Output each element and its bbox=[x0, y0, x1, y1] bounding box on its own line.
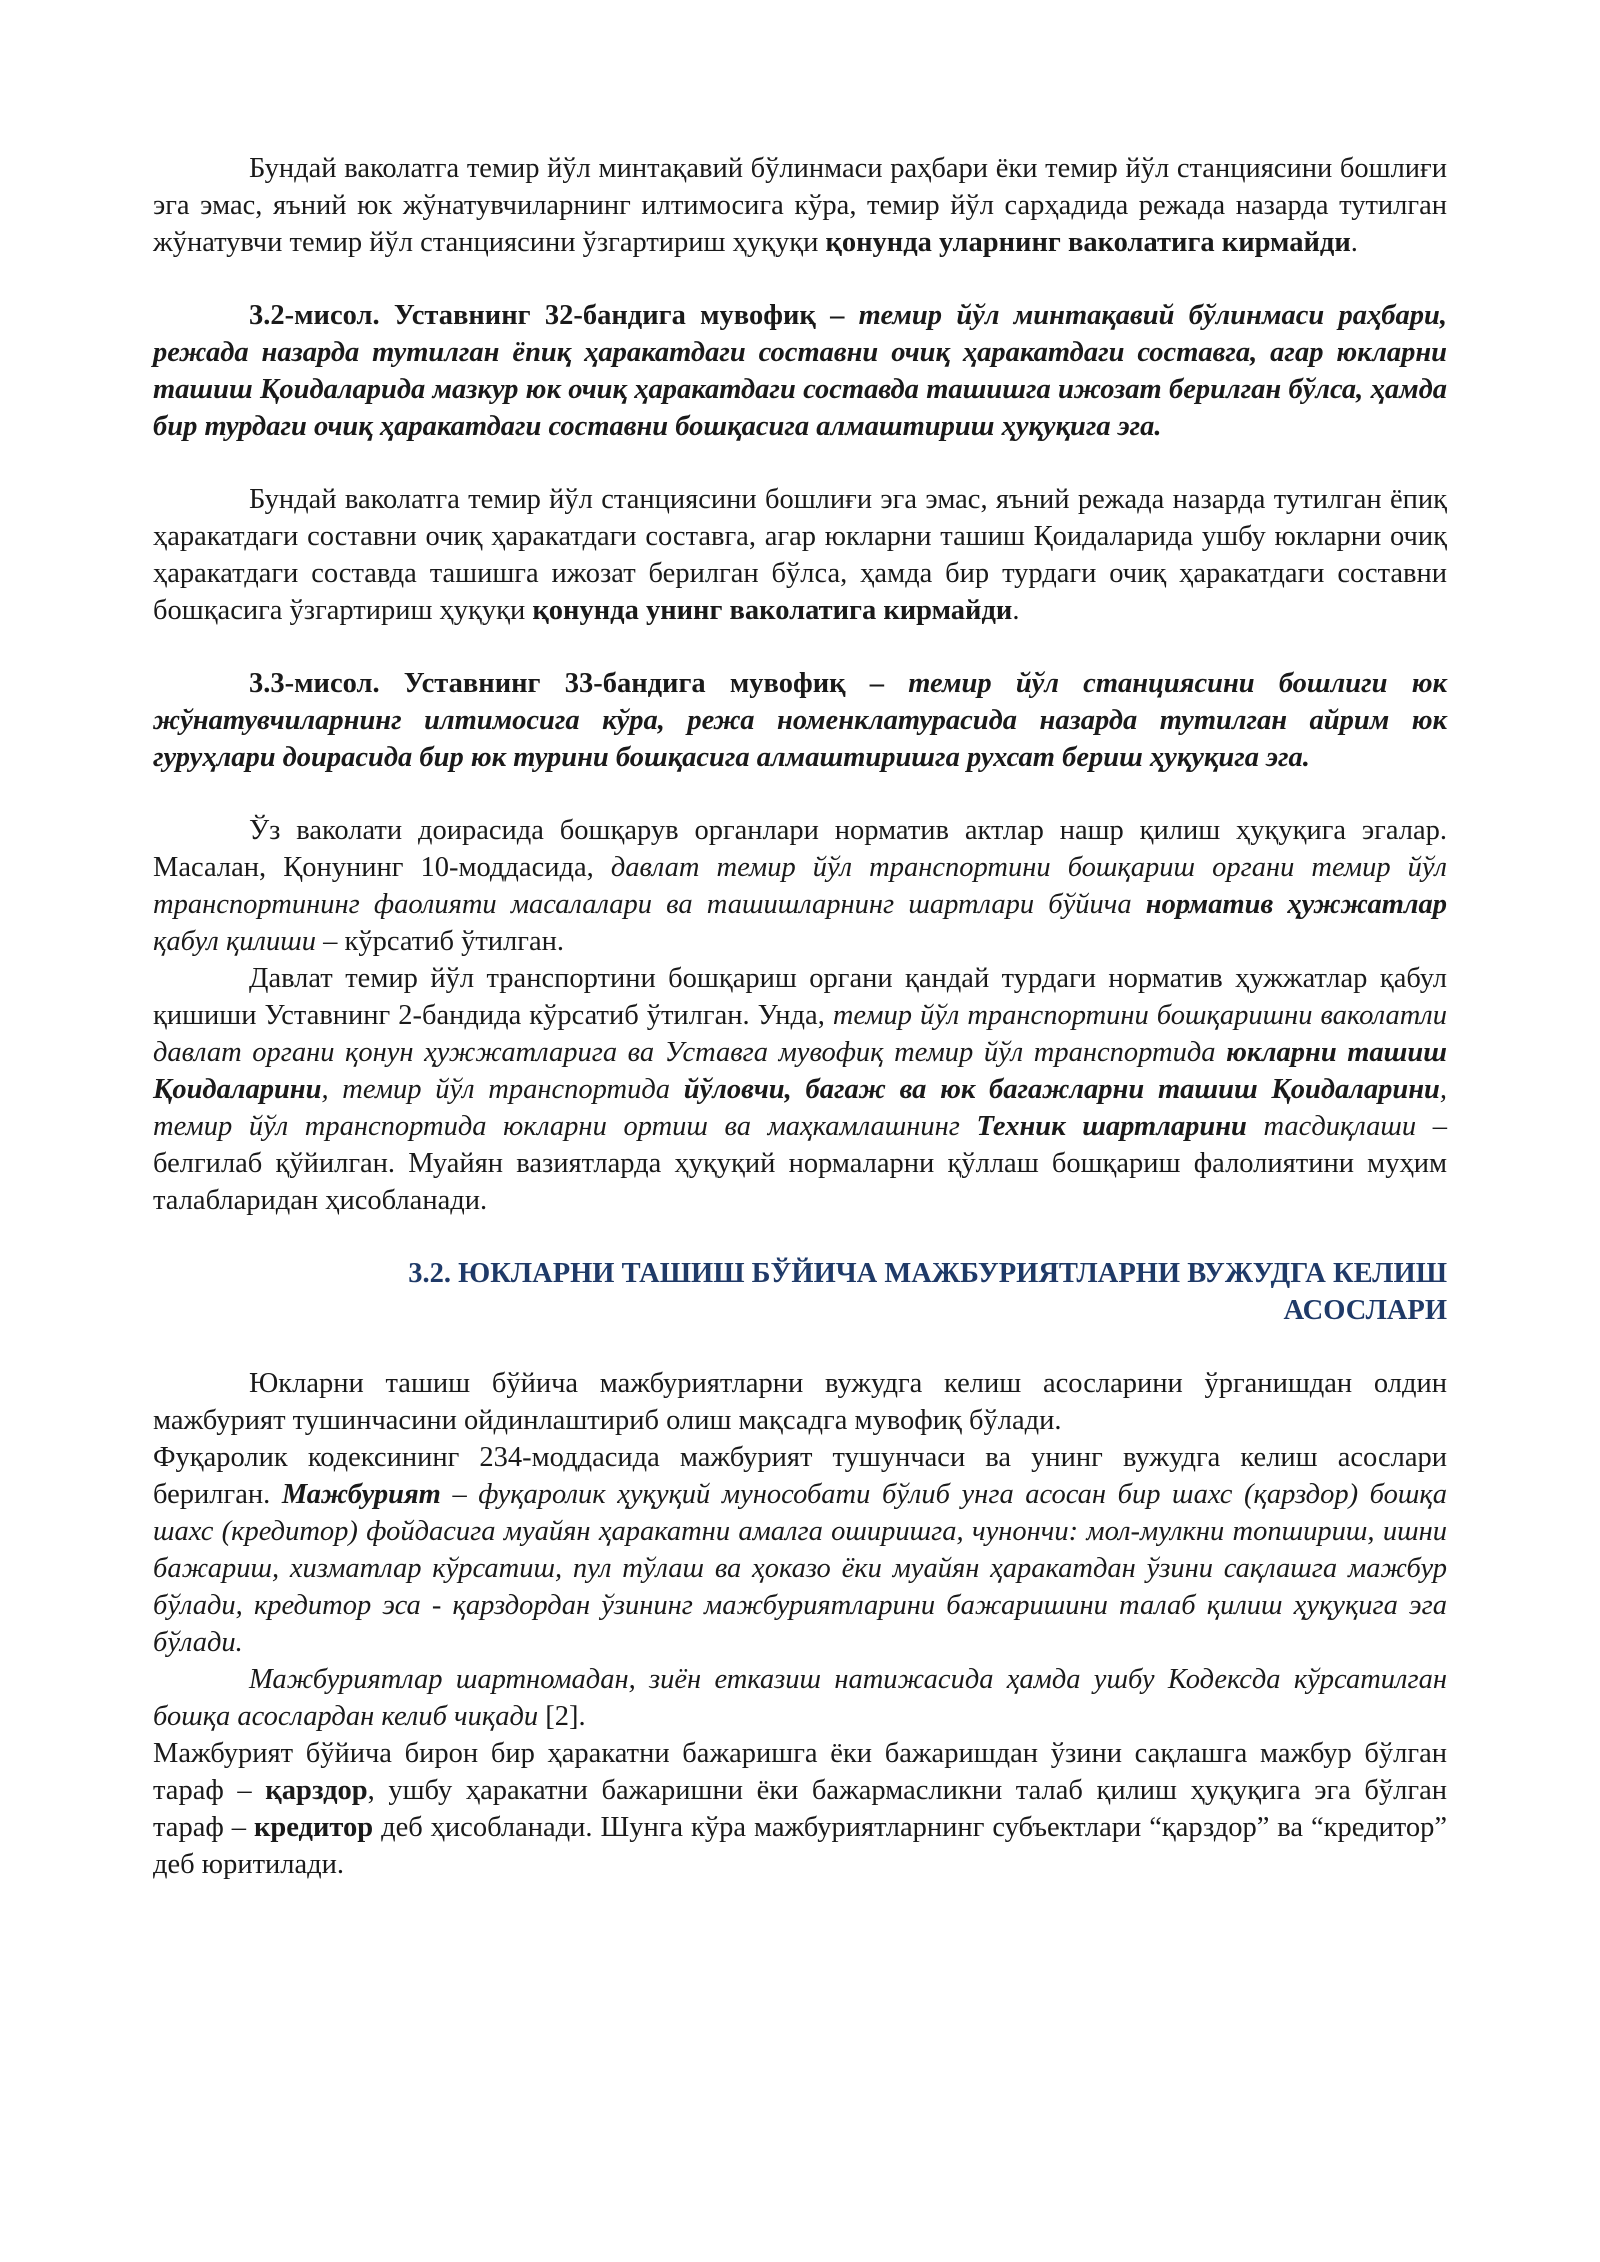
p6-run: – белгилаб қўйилган. Муайян вазиятларда ҳуқуқий нормаларни қўллаш бошқариш фалолиятини муҳим талабларидан ҳисобланади. bbox=[153, 1111, 1447, 1216]
p5-run: Ўз ваколати доирасида бошқарув органлари норматив актлар нашр қилиш ҳуқуқига эгалар. Масалан, Қонунинг 10-моддасида, bbox=[153, 815, 1447, 883]
p7-run: Юкларни ташиш бўйича мажбуриятларни вужудга келиш асосларини ўрганишдан олдин мажбурият тушинчасини ойдинлаштириб олиш мақсадга мувофиқ бўлади. bbox=[153, 1368, 1447, 1436]
example-3-2 bbox=[153, 297, 1447, 445]
p6-run: , темир йўл транспортида юкларни ортиш ва маҳкамлашнинг bbox=[153, 1074, 1447, 1142]
p6-run: юкларни ташиш Қоидаларини bbox=[153, 1037, 1447, 1105]
p6-run: Техник шартларини bbox=[976, 1111, 1247, 1142]
p1-run: . bbox=[1350, 227, 1358, 258]
p9-run: [2]. bbox=[538, 1701, 586, 1732]
example-3-3 bbox=[153, 665, 1447, 776]
p10-run: деб ҳисобланади. Шунга кўра мажбуриятларнинг субъектлари “қарздор” ва “кредитор” деб юритилади. bbox=[153, 1812, 1447, 1880]
p5-run: – кўрсатиб ўтилган. bbox=[316, 926, 564, 957]
p10-run: кредитор bbox=[254, 1812, 374, 1843]
p6-run: темир йўл транспортини бошқаришни ваколатли давлат органи қонун ҳужжатларига ва Уставга мувофиқ темир йўл транспортида bbox=[153, 1000, 1447, 1068]
p3-run: . bbox=[1012, 595, 1020, 626]
p5-run: норматив ҳужжатлар bbox=[1145, 889, 1447, 920]
p5-run: қабул қилиши bbox=[153, 926, 316, 957]
p2-run: 3.2-мисол. Уставнинг 32-бандига мувофиқ – bbox=[249, 300, 859, 331]
paragraph-8 bbox=[153, 1439, 1447, 1661]
p10-run: , ушбу ҳаракатни бажаришни ёки бажармасликни талаб қилиш ҳуқуқига эга бўлган тараф – bbox=[153, 1775, 1447, 1843]
p4-run: 3.3-мисол. Уставнинг 33-бандига мувофиқ – bbox=[249, 668, 909, 699]
document-page bbox=[153, 150, 1447, 1883]
section-heading-line-1: 3.2. ЮКЛАРНИ ТАШИШ БЎЙИЧА МАЖБУРИЯТЛАРНИ ВУЖУДГА КЕЛИШ bbox=[408, 1258, 1447, 1289]
p5-run: давлат темир йўл транспортини бошқариш органи темир йўл транспортининг фаолияти масалалари ва ташишларнинг шартлари бўйича bbox=[153, 852, 1447, 920]
p10-run: қарздор bbox=[265, 1775, 368, 1806]
p8-run: Мажбурият bbox=[281, 1479, 441, 1510]
p6-run: йўловчи, багаж ва юк багажларни ташиш Қоидаларини bbox=[683, 1074, 1440, 1105]
paragraph-1 bbox=[153, 150, 1447, 261]
p3-run: Бундай ваколатга темир йўл станциясини бошлиғи эга эмас, яъний режада назарда тутилган ёпиқ ҳаракатдаги составни очиқ ҳаракатдаги составга, агар юкларни ташиш Қоидаларида ушбу юкларни очиқ ҳаракатдаги составда ташишга ижозат берилган бўлса, ҳамда бир турдаги очиқ ҳаракатдаги составни бошқасига ўзгартириш ҳуқуқи bbox=[153, 484, 1447, 626]
p10-run: Мажбурият бўйича бирон бир ҳаракатни бажаришга ёки бажаришдан ўзини сақлашга мажбур бўлган тараф – bbox=[153, 1738, 1447, 1806]
paragraph-5 bbox=[153, 812, 1447, 960]
p3-run: қонунда унинг ваколатига кирмайди bbox=[532, 595, 1013, 626]
paragraph-10 bbox=[153, 1735, 1447, 1883]
p6-run: Давлат темир йўл транспортини бошқариш органи қандай турдаги норматив ҳужжатлар қабул қишиши Уставнинг 2-бандида кўрсатиб ўтилган. Унда, bbox=[153, 963, 1447, 1031]
p1-run: Бундай ваколатга темир йўл минтақавий бўлинмаси раҳбари ёки темир йўл станциясини бошлиғи эга эмас, яъний юк жўнатувчиларнинг илтимосига кўра, темир йўл сарҳадида режада назарда тутилган жўнатувчи темир йўл станциясини ўзгартириш ҳуқуқи bbox=[153, 153, 1447, 258]
p1-run: қонунда уларнинг ваколатига кирмайди bbox=[825, 227, 1351, 258]
p8-run: – фуқаролик ҳуқуқий мунособати бўлиб унга асосан бир шахс (қарздор) бошқа шахс (кредитор) фойдасига муайян ҳаракатни амалга оширишга, чунончи: мол-мулкни топшириш, ишни бажариш, хизматлар кўрсатиш, пул тўлаш ва ҳоказо ёки муайян ҳаракатдан ўзини сақлашга мажбур бўлади, кредитор эса - қарздордан ўзининг мажбуриятларини бажаришини талаб қилиш ҳуқуқига эга бўлади. bbox=[153, 1479, 1447, 1658]
p2-run: темир йўл минтақавий бўлинмаси раҳбари, режада назарда тутилган ёпиқ ҳаракатдаги составни очиқ ҳаракатдаги составга, агар юкларни ташиш Қоидаларида мазкур юк очиқ ҳаракатдаги составда ташишга ижозат берилган бўлса, ҳамда бир турдаги очиқ ҳаракатдаги составни бошқасига алмаштириш ҳуқуқига эга. bbox=[153, 300, 1447, 442]
p9-run: Мажбуриятлар шартномадан, зиён етказиш натижасида ҳамда ушбу Кодексда кўрсатилган бошқа асослардан келиб чиқади bbox=[153, 1664, 1447, 1732]
p6-run: тасдиқлаши bbox=[1246, 1111, 1417, 1142]
p4-run: темир йўл станциясини бошлиги юк жўнатувчиларнинг илтимосига кўра, режа номенклатурасида назарда тутилган айрим юк гуруҳлари доирасида бир юк турини бошқасига алмаштиришга рухсат бериш ҳуқуқига эга. bbox=[153, 668, 1447, 773]
paragraph-9 bbox=[153, 1661, 1447, 1735]
paragraph-6 bbox=[153, 960, 1447, 1219]
section-heading bbox=[153, 1255, 1447, 1329]
paragraph-7 bbox=[153, 1365, 1447, 1439]
section-heading-line-2: АСОСЛАРИ bbox=[1283, 1295, 1447, 1326]
p6-run: , темир йўл транспортида bbox=[321, 1074, 684, 1105]
paragraph-3 bbox=[153, 481, 1447, 629]
p8-run: Фуқаролик кодексининг 234-моддасида мажбурият тушунчаси ва унинг вужудга келиш асослари берилган. bbox=[153, 1442, 1447, 1510]
